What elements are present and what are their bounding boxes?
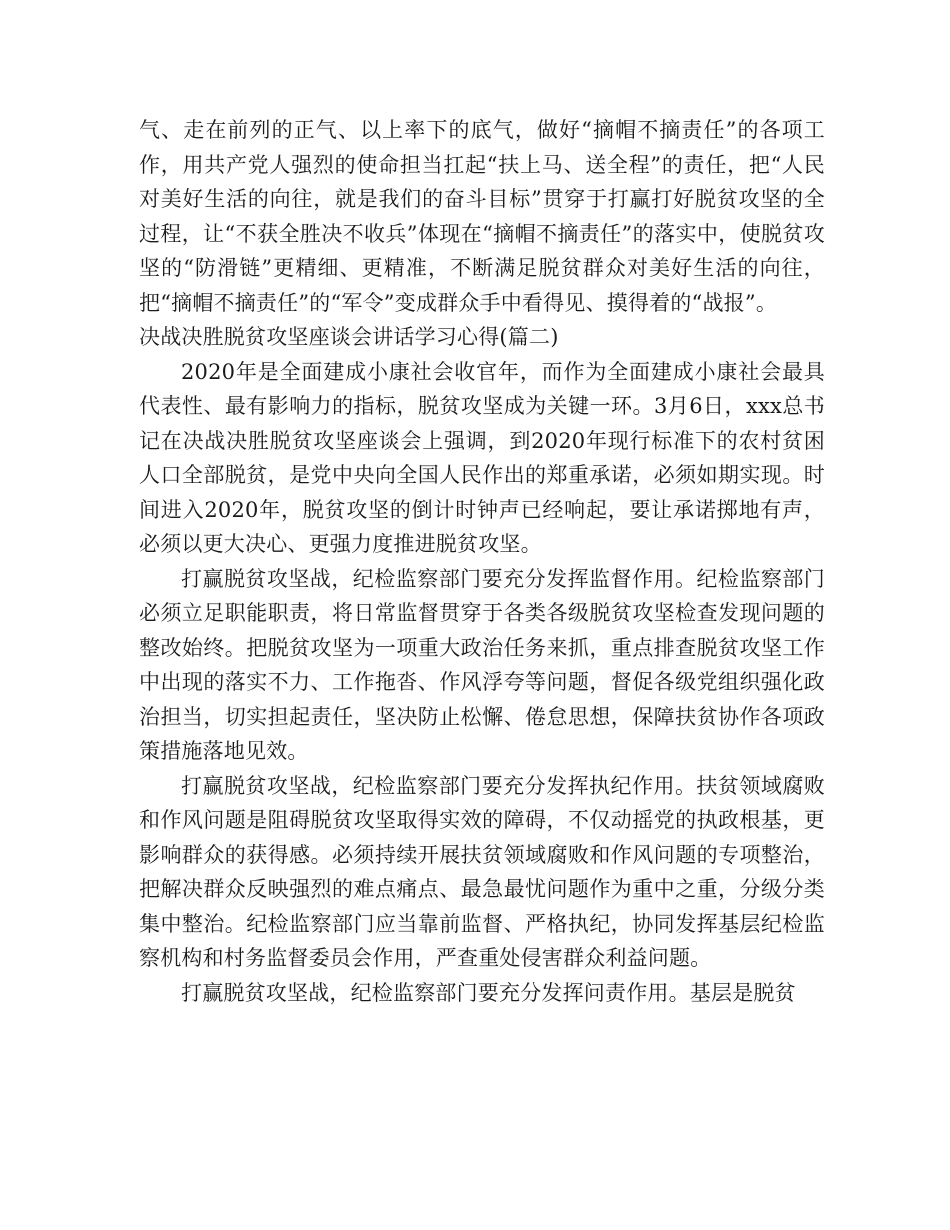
body-paragraph-3: 打赢脱贫攻坚战，纪检监察部门要充分发挥执纪作用。扶贫领域腐败和作风问题是阻碍脱贫攻坚取得实效的障碍，不仅动摇党的执政根基，更影响群众的获得感。必须持续开展扶贫领域腐败和作风问题的专项整治，把解决群众反映强烈的难点痛点、最急最忧问题作为重中之重，分级分类集中整治。纪检监察部门应当靠前监督、严格执纪，协同发挥基层纪检监察机构和村务监督委员会作用，严查重处侵害群众利益问题。 xyxy=(139,773,825,970)
continuation-paragraph: 气、走在前列的正气、以上率下的底气，做好“摘帽不摘责任”的各项工作，用共产党人强烈的使命担当扛起“扶上马、送全程”的责任，把“人民对美好生活的向往，就是我们的奋斗目标”贯穿于打赢打好脱贫攻坚的全过程，让“不获全胜决不收兵”体现在“摘帽不摘责任”的落实中，使脱贫攻坚的“防滑链”更精细、更精准，不断满足脱贫群众对美好生活的向往，把“摘帽不摘责任”的“军令”变成群众手中看得见、摸得着的“战报”。 xyxy=(139,118,825,315)
document-page xyxy=(139,113,825,1010)
body-paragraph-1: 2020年是全面建成小康社会收官年，而作为全面建成小康社会最具代表性、最有影响力的指标，脱贫攻坚成为关键一环。3月6日，xxx总书记在决战决胜脱贫攻坚座谈会上强调，到2020年现行标准下的农村贫困人口全部脱贫，是党中央向全国人民作出的郑重承诺，必须如期实现。时间进入2020年，脱贫攻坚的倒计时钟声已经响起，要让承诺掷地有声，必须以更大决心、更强力度推进脱贫攻坚。 xyxy=(139,359,825,556)
body-paragraph-4: 打赢脱贫攻坚战，纪检监察部门要充分发挥问责作用。基层是脱贫 xyxy=(181,980,796,1005)
section-title: 决战决胜脱贫攻坚座谈会讲话学习心得(篇二) xyxy=(139,325,559,349)
body-paragraph-2: 打赢脱贫攻坚战，纪检监察部门要充分发挥监督作用。纪检监察部门必须立足职能职责，将日常监督贯穿于各类各级脱贫攻坚检查发现问题的整改始终。把脱贫攻坚为一项重大政治任务来抓，重点排查脱贫攻坚工作中出现的落实不力、工作拖沓、作风浮夸等问题，督促各级党组织强化政治担当，切实担起责任，坚决防止松懈、倦怠思想，保障扶贫协作各项政策措施落地见效。 xyxy=(139,566,825,763)
